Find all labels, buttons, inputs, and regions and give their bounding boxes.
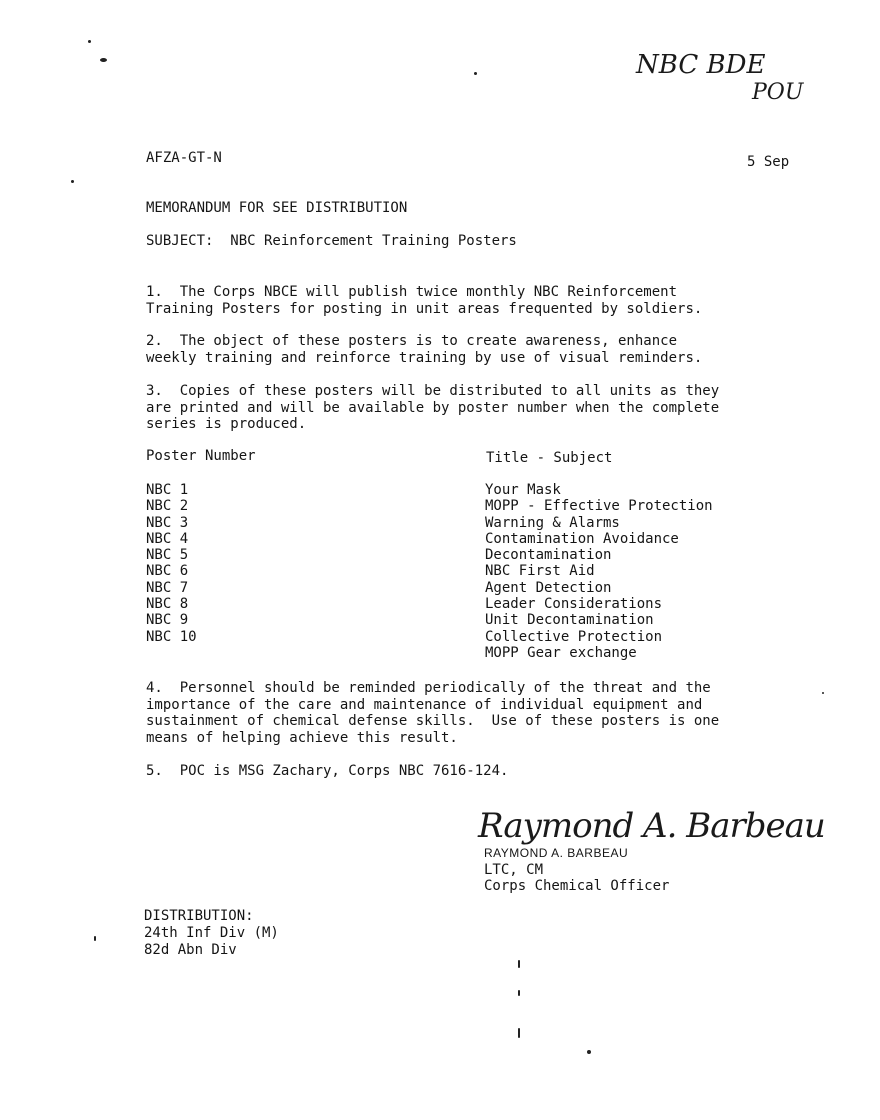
scan-speck <box>100 58 107 62</box>
poster-title: Unit Decontamination <box>485 612 654 629</box>
poster-title: Leader Considerations <box>485 596 663 613</box>
poster-number: NBC 2 <box>146 498 189 515</box>
poster-title: MOPP Gear exchange <box>485 644 637 661</box>
handwritten-annotation-line1: NBC BDE <box>636 50 766 80</box>
poster-number: NBC 5 <box>146 547 189 564</box>
poster-title: Collective Protection <box>485 628 663 645</box>
distribution-label: DISTRIBUTION: <box>144 908 254 924</box>
signer-rank: LTC, CM <box>484 862 544 878</box>
signer-title: Corps Chemical Officer <box>484 878 670 894</box>
paragraph-4: 4. Personnel should be reminded periodically of the threat and the importance of the care and maintenance of individual equipment and sustainment of chemical defense skills. Use of these posters is one means of helping achieve this result. <box>146 680 720 746</box>
poster-title-list <box>485 482 713 661</box>
signature: Raymond A. Barbeau <box>478 806 825 846</box>
scan-speck <box>474 72 477 75</box>
distribution-item: 82d Abn Div <box>144 942 237 958</box>
scan-speck <box>518 960 520 968</box>
poster-number: NBC 8 <box>146 596 189 613</box>
memorandum-for: MEMORANDUM FOR SEE DISTRIBUTION <box>146 200 408 216</box>
poster-number-header: Poster Number <box>146 448 256 464</box>
distribution-item: 24th Inf Div (M) <box>144 925 279 941</box>
scan-speck <box>587 1050 591 1054</box>
scan-speck <box>518 1028 520 1038</box>
scan-speck <box>518 990 520 996</box>
poster-number: NBC 4 <box>146 530 189 547</box>
poster-number: NBC 7 <box>146 579 189 596</box>
title-subject-header: Title - Subject <box>486 450 613 466</box>
poster-title: Contamination Avoidance <box>485 530 679 547</box>
signer-name: RAYMOND A. BARBEAU <box>484 846 629 860</box>
paragraph-1: 1. The Corps NBCE will publish twice monthly NBC Reinforcement Training Posters for posting in unit areas frequented by soldiers. <box>146 284 703 317</box>
poster-number: NBC 3 <box>146 514 189 531</box>
paragraph-5: 5. POC is MSG Zachary, Corps NBC 7616-124. <box>146 763 509 779</box>
memo-subject: SUBJECT: NBC Reinforcement Training Posters <box>146 233 517 249</box>
poster-number: NBC 10 <box>146 628 197 645</box>
poster-title: Decontamination <box>485 547 612 564</box>
scan-speck <box>94 936 96 941</box>
handwritten-annotation-line2: POU <box>752 80 804 105</box>
poster-title: Agent Detection <box>485 579 612 596</box>
poster-number: NBC 9 <box>146 612 189 629</box>
poster-title: Warning & Alarms <box>485 514 620 531</box>
poster-number-list <box>146 482 197 645</box>
poster-title: MOPP - Effective Protection <box>485 498 713 515</box>
poster-title: Your Mask <box>485 482 561 498</box>
scan-speck <box>71 180 74 183</box>
office-symbol: AFZA-GT-N <box>146 150 222 166</box>
poster-number: NBC 1 <box>146 482 189 498</box>
scan-speck <box>88 40 91 43</box>
paragraph-2: 2. The object of these posters is to create awareness, enhance weekly training and reinforce training by use of visual reminders. <box>146 333 703 366</box>
scan-speck <box>822 692 824 694</box>
poster-number: NBC 6 <box>146 563 189 580</box>
poster-title: NBC First Aid <box>485 563 595 580</box>
paragraph-3: 3. Copies of these posters will be distributed to all units as they are printed and will be available by poster number when the complete series is produced. <box>146 383 720 432</box>
memo-date: 5 Sep <box>747 154 790 170</box>
